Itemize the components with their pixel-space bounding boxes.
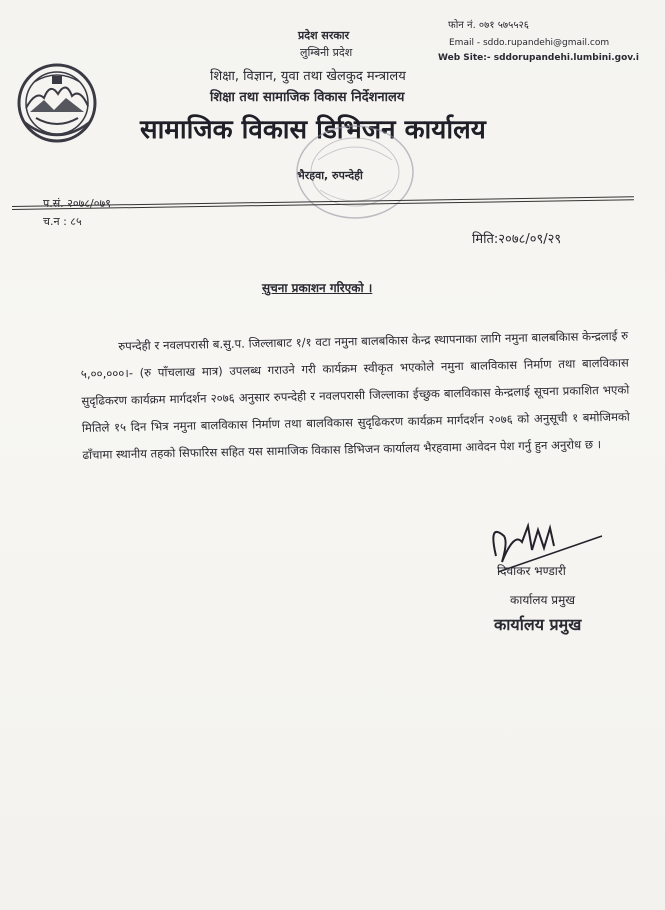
office-seal-icon bbox=[290, 120, 420, 225]
office-location: भैरहवा, रुपन्देही bbox=[297, 169, 363, 182]
dispatch-number: च.न : ८५ bbox=[43, 215, 82, 228]
letter-date: मिति:२०७८/०९/२९ bbox=[472, 232, 562, 247]
signatory-title: कार्यालय प्रमुख bbox=[510, 593, 576, 607]
reference-number: प.सं. २०७८/०७९ bbox=[43, 197, 111, 210]
signatory-name: दिवाकर भण्डारी bbox=[497, 564, 566, 578]
letter-subject: सुचना प्रकाशन गरिएको । bbox=[262, 281, 373, 295]
contact-phone: फोन नं. ०७१ ५७५५२६ bbox=[448, 20, 529, 31]
government-name: प्रदेश सरकार bbox=[298, 29, 350, 42]
contact-email: Email - sddo.rupandehi@gmail.com bbox=[449, 38, 610, 48]
signatory-stamp: कार्यालय प्रमुख bbox=[494, 615, 582, 634]
province-name: लुम्बिनी प्रदेश bbox=[300, 46, 353, 59]
signature-icon bbox=[478, 512, 608, 592]
nepal-emblem-icon bbox=[14, 60, 100, 146]
ministry-name: शिक्षा, विज्ञान, युवा तथा खेलकुद मन्त्रालय bbox=[210, 69, 406, 84]
directorate-name: शिक्षा तथा सामाजिक विकास निर्देशनालय bbox=[210, 90, 405, 105]
letter-body: रुपन्देही र नवलपरासी ब.सु.प. जिल्लाबाट १/१ वटा नमुना बालबकिास केन्द्र स्थापनाका लागि नमुना बालबकिास केन्द्रलाई रु ५,००,०००।- (रु पाँचलाख मात्र) उपलब्ध गराउने गरी कार्यक्रम स्वीकृत भएकोले नमुना बालविकास निर्माण तथा बालविकास सुदृढिकरण कार्यक्रम मार्गदर्शन २०७६ अनुसार रुपन्देही र नवलपरासी जिल्लाका ईच्छुक बालविकास केन्द्रलाई सूचना प्रकाशित भएको मितिले १५ दिन भित्र नमुना बालविकास निर्माण तथा बालविकास सुदृढिकरण कार्यक्रम मार्गदर्शन २०७६ को अनुसूची १ बमोजिमको ढाँचामा स्थानीय तहको सिफारिस सहित यस सामाजिक विकास डिभिजन कार्यालय भैरहवामा आवेदन पेश गर्नु हुन अनुरोध छ । bbox=[80, 328, 630, 462]
contact-website: Web Site:- sddorupandehi.lumbini.gov.i bbox=[438, 53, 639, 63]
office-name: सामाजिक विकास डिभिजन कार्यालय bbox=[140, 115, 486, 145]
